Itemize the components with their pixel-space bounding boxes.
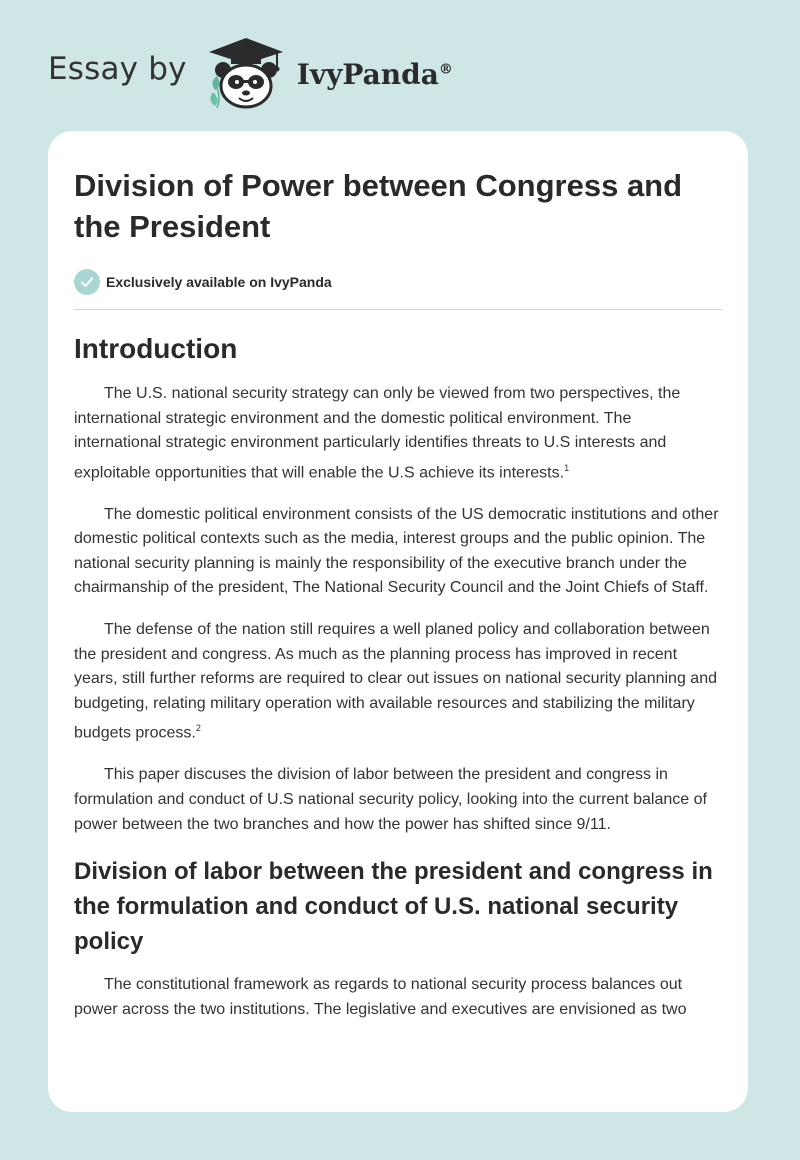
essay-by-label: Essay by <box>48 51 187 87</box>
footnote-ref[interactable]: 1 <box>564 462 570 473</box>
essay-card <box>48 131 748 1112</box>
site-header <box>48 36 508 110</box>
check-icon <box>74 269 100 295</box>
paragraph <box>74 763 722 837</box>
paragraph-text: This paper discuses the division of labor between the president and congress in formulation and conduct of U.S national security policy, looking into the current balance of power between the two branches and how the power has shifted since 9/11. <box>74 766 707 833</box>
paragraph <box>74 973 722 1022</box>
paragraph <box>74 382 722 486</box>
footnote-ref[interactable]: 2 <box>195 723 201 734</box>
brand-text: IvyPanda <box>296 57 439 91</box>
paragraph-text: The constitutional framework as regards to national security process balances out power across the two institutions. The legislative and executives are envisioned as two <box>74 976 687 1018</box>
paragraph <box>74 503 722 601</box>
registered-mark: ® <box>438 61 453 78</box>
exclusive-label: Exclusively available on IvyPanda <box>106 274 332 290</box>
paragraph-text: The defense of the nation still requires a well planed policy and collaboration between the president and congress. As much as the planning process has improved in recent years, still further reforms are required to clear out issues on national security planning and budgeting, relating military operation with available resources and stabilizing the military budgets process. <box>74 621 717 742</box>
paragraph-text: The domestic political environment consists of the US democratic institutions and other domestic political contexts such as the media, interest groups and the public opinion. The national security planning is mainly the responsibility of the executive branch under the chairmanship of the president, The National Security Council and the Joint Chiefs of Staff. <box>74 505 719 597</box>
essay-title: Division of Power between Congress and the President <box>74 168 683 244</box>
exclusive-badge <box>74 269 722 295</box>
section-heading: Division of labor between the president and congress in the formulation and conduct of U.S. national security policy <box>74 858 713 956</box>
panda-logo-icon <box>203 36 289 110</box>
title-divider <box>74 309 722 310</box>
paragraph <box>74 618 722 746</box>
paragraph-text: The U.S. national security strategy can only be viewed from two perspectives, the international strategic environment and the domestic political environment. The international strategic environment particularly identifies threats to U.S interests and exploitable opportunities that will enable the U.S achieve its interests. <box>74 385 681 482</box>
brand-name <box>297 58 453 91</box>
section-heading: Introduction <box>74 333 238 364</box>
